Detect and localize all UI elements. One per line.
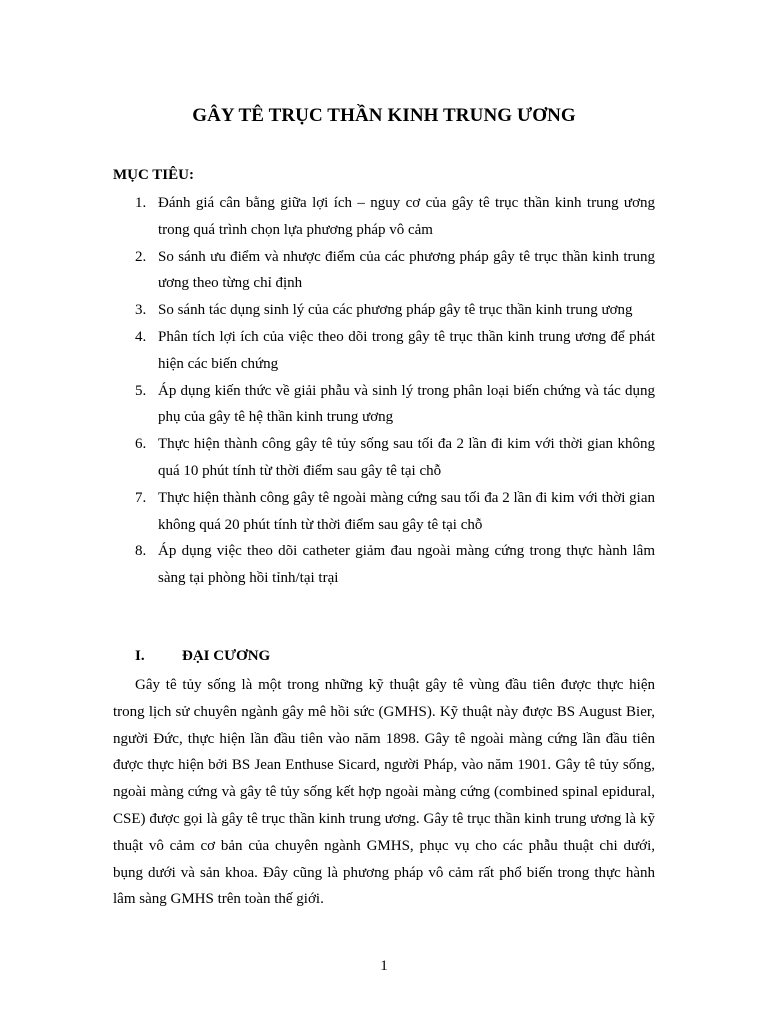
objective-text: Áp dụng việc theo dõi catheter giảm đau ngoài màng cứng trong thực hành lâm sàng tại phòng hồi tỉnh/tại trại [158,543,655,587]
objective-item [113,378,655,432]
page-number: 1 [380,958,388,974]
objectives-list [113,190,655,592]
objective-text: Áp dụng kiến thức về giải phẫu và sinh lý trong phân loại biến chứng và tác dụng phụ của gây tê hệ thần kinh trung ương [158,382,655,426]
objective-number: 4. [135,328,147,345]
objective-number: 6. [135,436,147,453]
objective-item [113,538,655,592]
objective-text: So sánh tác dụng sinh lý của các phương pháp gây tê trục thần kinh trung ương [158,302,633,319]
objective-text: Thực hiện thành công gây tê ngoài màng cứng sau tối đa 2 lần đi kim với thời gian không quá 20 phút tính từ thời điểm sau gây tê tại chỗ [158,489,655,533]
section-heading [135,648,270,665]
objective-number: 1. [135,195,147,211]
objective-text: So sánh ưu điểm và nhược điểm của các phương pháp gây tê trục thần kinh trung ương theo từng chỉ định [158,248,655,292]
objective-item [113,431,655,485]
objectives-heading: MỤC TIÊU: [113,167,194,183]
document-title: GÂY TÊ TRỤC THẦN KINH TRUNG ƯƠNG [192,105,576,126]
objective-item [113,244,655,298]
objective-item [113,324,655,378]
section-heading-text: ĐẠI CƯƠNG [182,648,271,664]
objective-text: Đánh giá cân bằng giữa lợi ích – nguy cơ của gây tê trục thần kinh trung ương trong quá trình chọn lựa phương pháp vô cảm [158,195,655,238]
objective-text: Phân tích lợi ích của việc theo dõi trong gây tê trục thần kinh trung ương để phát hiện các biến chứng [158,328,655,372]
objective-text: Thực hiện thành công gây tê tủy sống sau tối đa 2 lần đi kim với thời gian không quá 10 phút tính từ thời điểm sau gây tê tại chỗ [158,436,655,479]
objective-number: 8. [135,543,147,560]
objective-number: 2. [135,248,147,265]
objective-number: 3. [135,302,147,319]
objective-item [113,485,655,539]
section-body-paragraph: Gây tê tủy sống là một trong những kỹ thuật gây tê vùng đầu tiên được thực hiện trong lịch sử chuyên ngành gây mê hồi sức (GMHS). Kỹ thuật này được BS August Bier, người Đức, thực hiện lần đầu tiên vào năm 1898. Gây tê ngoài màng cứng lần đầu tiên được thực hiện bởi BS Jean Enthuse Sicard, người Pháp, vào năm 1901. Gây tê tủy sống, ngoài màng cứng và gây tê tủy sống kết hợp ngoài màng cứng (combined spinal epidural, CSE) được gọi là gây tê trục thần kinh trung ương. Gây tê trục thần kinh trung ương là kỹ thuật vô cảm cơ bản của chuyên ngành GMHS, phục vụ cho các phẫu thuật chi dưới, bụng dưới và sản khoa. Đây cũng là phương pháp vô cảm rất phổ biến trong thực hành lâm sàng GMHS trên toàn thế giới. [113,677,655,908]
objective-item [113,190,655,244]
section-roman-numeral: I. [135,648,145,664]
objective-number: 5. [135,382,147,399]
objective-item [113,297,655,324]
objective-number: 7. [135,489,147,506]
